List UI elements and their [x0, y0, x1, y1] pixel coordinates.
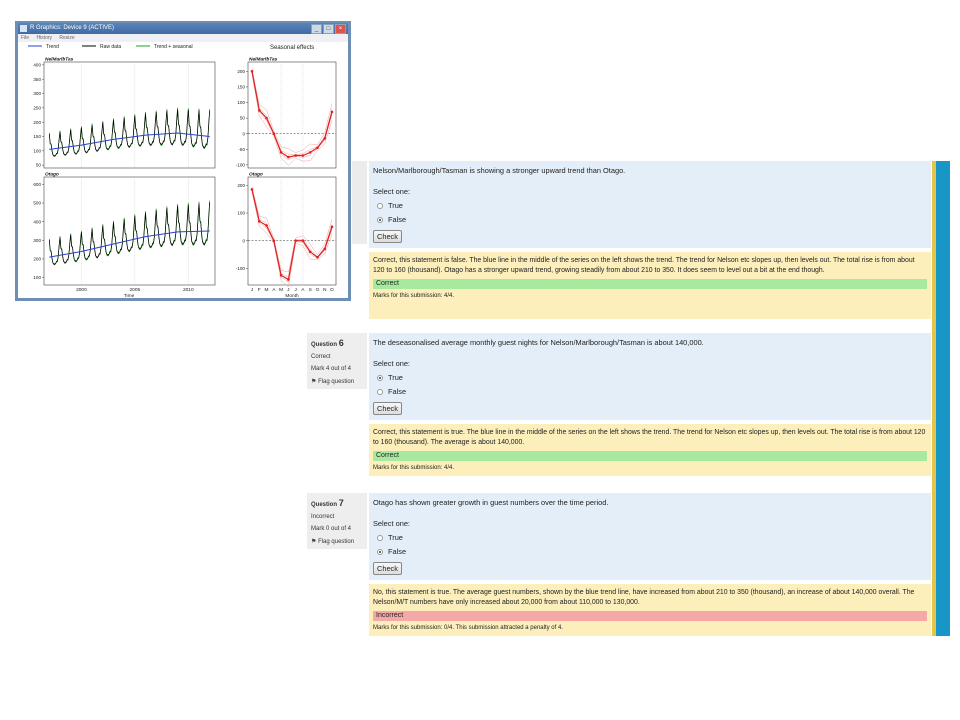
option-false[interactable] — [373, 215, 927, 224]
flag-icon: ⚑ — [311, 379, 317, 385]
flag-question-link[interactable]: ⚑ Flag question — [311, 379, 355, 385]
radio-false[interactable] — [377, 389, 383, 395]
option-false[interactable] — [373, 547, 927, 556]
seasonal-point — [287, 278, 290, 281]
seasonal-point — [302, 239, 305, 242]
flag-question-link[interactable]: ⚑ Flag question — [311, 539, 355, 545]
x-tick-label: 2000 — [76, 288, 87, 293]
y-tick-label: 400 — [33, 62, 41, 68]
seasonal-point — [316, 256, 319, 259]
seasonal-point — [323, 137, 326, 140]
seasonal-point — [309, 151, 312, 154]
option-true[interactable] — [373, 373, 927, 382]
panel-label: NelMarlbTas — [249, 57, 278, 63]
seasonal-point — [323, 248, 326, 251]
state-badge: Correct — [373, 451, 927, 461]
question-number: Question 7 — [311, 498, 344, 508]
y-tick-label: -100 — [235, 162, 245, 168]
seasonal-point — [331, 111, 334, 114]
window-title: R Graphics: Device 9 (ACTIVE) — [30, 25, 115, 31]
time-axis-label: Time — [123, 294, 135, 298]
plot-area — [18, 42, 348, 298]
seasonal-year-line — [252, 70, 332, 154]
option-label: False — [388, 215, 407, 224]
seasonal-title: Seasonal effects — [270, 45, 315, 51]
marks-text: Marks for this submission: 0/4. This submission attracted a penalty of 4. — [373, 625, 563, 631]
question-text: Nelson/Marlborough/Tasman is showing a stronger upward trend than Otago. — [373, 166, 626, 175]
series-trend — [49, 231, 209, 257]
radio-true[interactable] — [377, 375, 383, 381]
y-tick-label: -50 — [238, 146, 245, 152]
radio-false[interactable] — [377, 549, 383, 555]
seasonal-point — [302, 154, 305, 157]
month-tick-label: S — [308, 288, 312, 293]
panel-label: Otago — [45, 172, 59, 178]
legend-label: Trend — [46, 44, 59, 50]
state-badge: Correct — [373, 279, 927, 289]
panel-frame — [44, 62, 215, 168]
feedback-text: Correct, this statement is false. The blue line in the middle of the series on the left shows the trend. The trend for Nelson etc slopes up, then levels out. The total rise is from about 120 to 160 (thousand). Otago has a stronger upward trend, growing steadily from about 210 to 350. It does seem to level out a bit at the end though. — [373, 257, 915, 274]
question-mark: Mark 4 out of 4 — [311, 366, 352, 372]
legend-label: Raw data — [100, 44, 122, 50]
seasonal-year-line — [252, 69, 332, 153]
question-status: Incorrect — [311, 514, 335, 520]
select-label: Select one: — [373, 187, 410, 196]
series-raw-data — [49, 202, 209, 264]
close-icon[interactable]: × — [335, 24, 346, 34]
month-axis-label: Month — [285, 294, 299, 298]
y-tick-label: 200 — [33, 119, 41, 125]
state-badge: Incorrect — [373, 611, 927, 621]
seasonal-point — [273, 132, 276, 135]
seasonal-point — [273, 239, 276, 242]
option-label: True — [388, 533, 403, 542]
seasonal-point — [265, 117, 268, 120]
month-tick-label: F — [257, 288, 261, 293]
seasonal-point — [331, 226, 334, 229]
y-tick-label: 250 — [33, 105, 41, 111]
y-tick-label: 200 — [237, 68, 245, 74]
sidebar-strip — [352, 161, 367, 244]
option-label: True — [388, 201, 403, 210]
y-tick-label: 100 — [237, 210, 245, 216]
month-tick-label: N — [322, 288, 327, 293]
seasonal-point — [316, 146, 319, 149]
panel-label: NelMarlbTas — [45, 57, 74, 63]
option-true[interactable] — [373, 201, 927, 210]
y-tick-label: 300 — [33, 237, 41, 243]
y-tick-label: -100 — [235, 265, 245, 271]
question-text: Otago has shown greater growth in guest numbers over the time period. — [373, 498, 609, 507]
seasonal-point — [280, 151, 283, 154]
question-5-form — [369, 161, 931, 248]
legend-label: Trend + seasonal — [154, 44, 193, 50]
panel-frame — [248, 177, 336, 285]
question-status: Correct — [311, 354, 331, 360]
question-7-form — [369, 493, 931, 580]
month-tick-label: J — [250, 288, 254, 293]
seasonal-point — [280, 274, 283, 277]
month-tick-label: M — [264, 288, 269, 293]
feedback-text: Correct, this statement is true. The blue line in the middle of the series on the left shows the trend. The trend for Nelson etc slopes up, then levels out. The total rise is from about 120 to 160 (thousand). The average is about 140,000. — [373, 429, 926, 446]
question-6-feedback — [369, 424, 931, 476]
panel-frame — [44, 177, 215, 285]
y-tick-label: 150 — [33, 134, 41, 140]
radio-false[interactable] — [377, 217, 383, 223]
seasonal-point — [251, 70, 254, 73]
month-tick-label: O — [315, 288, 320, 293]
seasonal-point — [287, 156, 290, 159]
seasonal-point — [251, 188, 254, 191]
question-7-feedback — [369, 584, 931, 636]
y-tick-label: 0 — [242, 238, 245, 244]
y-tick-label: 600 — [33, 182, 41, 188]
r-graphics-window — [15, 21, 351, 301]
check-button[interactable]: Check — [373, 230, 402, 243]
x-tick-label: 2005 — [129, 288, 141, 293]
minimize-icon[interactable]: _ — [311, 24, 322, 34]
radio-true[interactable] — [377, 535, 383, 541]
y-tick-label: 50 — [239, 115, 245, 121]
maximize-icon[interactable]: □ — [323, 24, 334, 34]
y-tick-label: 350 — [33, 76, 41, 82]
question-6-info — [307, 333, 367, 389]
question-5-feedback — [369, 252, 931, 319]
x-tick-label: 2010 — [182, 288, 194, 293]
check-button[interactable]: Check — [373, 402, 402, 415]
select-label: Select one: — [373, 359, 410, 368]
feedback-text: No, this statement is true. The average guest numbers, shown by the blue trend line, have increased from about 210 to 350 (thousand), an increase of about 140,000 overall. The Nelson/M/T numbers have only increased about 20,000 from about 110,000 to 130,000. — [373, 589, 915, 606]
decomposition-plot — [18, 42, 348, 298]
seasonal-point — [309, 250, 312, 253]
seasonal-point — [294, 239, 297, 242]
flag-icon: ⚑ — [311, 539, 317, 545]
month-tick-label: J — [294, 288, 297, 293]
check-button[interactable]: Check — [373, 562, 402, 575]
radio-true[interactable] — [377, 203, 383, 209]
marks-text: Marks for this submission: 4/4. — [373, 293, 455, 299]
question-7-info — [307, 493, 367, 549]
page-border-blue — [936, 161, 950, 636]
y-tick-label: 100 — [33, 275, 41, 281]
panel-label: Otago — [249, 172, 263, 178]
seasonal-year-line — [252, 190, 332, 282]
month-tick-label: J — [287, 288, 290, 293]
panel-frame — [248, 62, 336, 168]
seasonal-point — [258, 220, 261, 223]
option-true[interactable] — [373, 533, 927, 542]
question-mark: Mark 0 out of 4 — [311, 526, 352, 532]
series-raw-data — [49, 109, 209, 156]
option-label: False — [388, 387, 407, 396]
month-tick-label: M — [279, 288, 284, 293]
y-tick-label: 100 — [33, 148, 41, 154]
seasonal-year-line — [252, 192, 332, 287]
question-6-form — [369, 333, 931, 420]
y-tick-label: 300 — [33, 91, 41, 97]
seasonal-point — [258, 109, 261, 112]
month-tick-label: D — [330, 288, 334, 293]
marks-text: Marks for this submission: 4/4. — [373, 465, 455, 471]
window-titlebar[interactable] — [18, 23, 348, 34]
y-tick-label: 0 — [242, 131, 245, 137]
option-false[interactable] — [373, 387, 927, 396]
menu-resize[interactable]: Resize — [59, 35, 75, 41]
month-tick-label: A — [301, 288, 305, 293]
seasonal-year-line — [252, 74, 332, 165]
question-text: The deseasonalised average monthly guest nights for Nelson/Marlborough/Tasman is about 140,000. — [373, 338, 704, 347]
question-number: Question 6 — [311, 338, 344, 348]
y-tick-label: 400 — [33, 219, 41, 225]
window-menubar — [18, 34, 348, 42]
y-tick-label: 200 — [237, 182, 245, 188]
seasonal-point — [294, 154, 297, 157]
month-tick-label: A — [272, 288, 276, 293]
y-tick-label: 200 — [33, 256, 41, 262]
select-label: Select one: — [373, 519, 410, 528]
y-tick-label: 500 — [33, 200, 41, 206]
menu-file[interactable]: File — [21, 35, 30, 41]
menu-history[interactable]: History — [36, 35, 53, 41]
r-app-icon — [20, 25, 27, 32]
seasonal-effect-line — [252, 71, 332, 157]
seasonal-point — [265, 224, 268, 227]
y-tick-label: 50 — [35, 162, 41, 168]
y-tick-label: 100 — [237, 100, 245, 106]
option-label: True — [388, 373, 403, 382]
y-tick-label: 150 — [237, 84, 245, 90]
option-label: False — [388, 547, 407, 556]
